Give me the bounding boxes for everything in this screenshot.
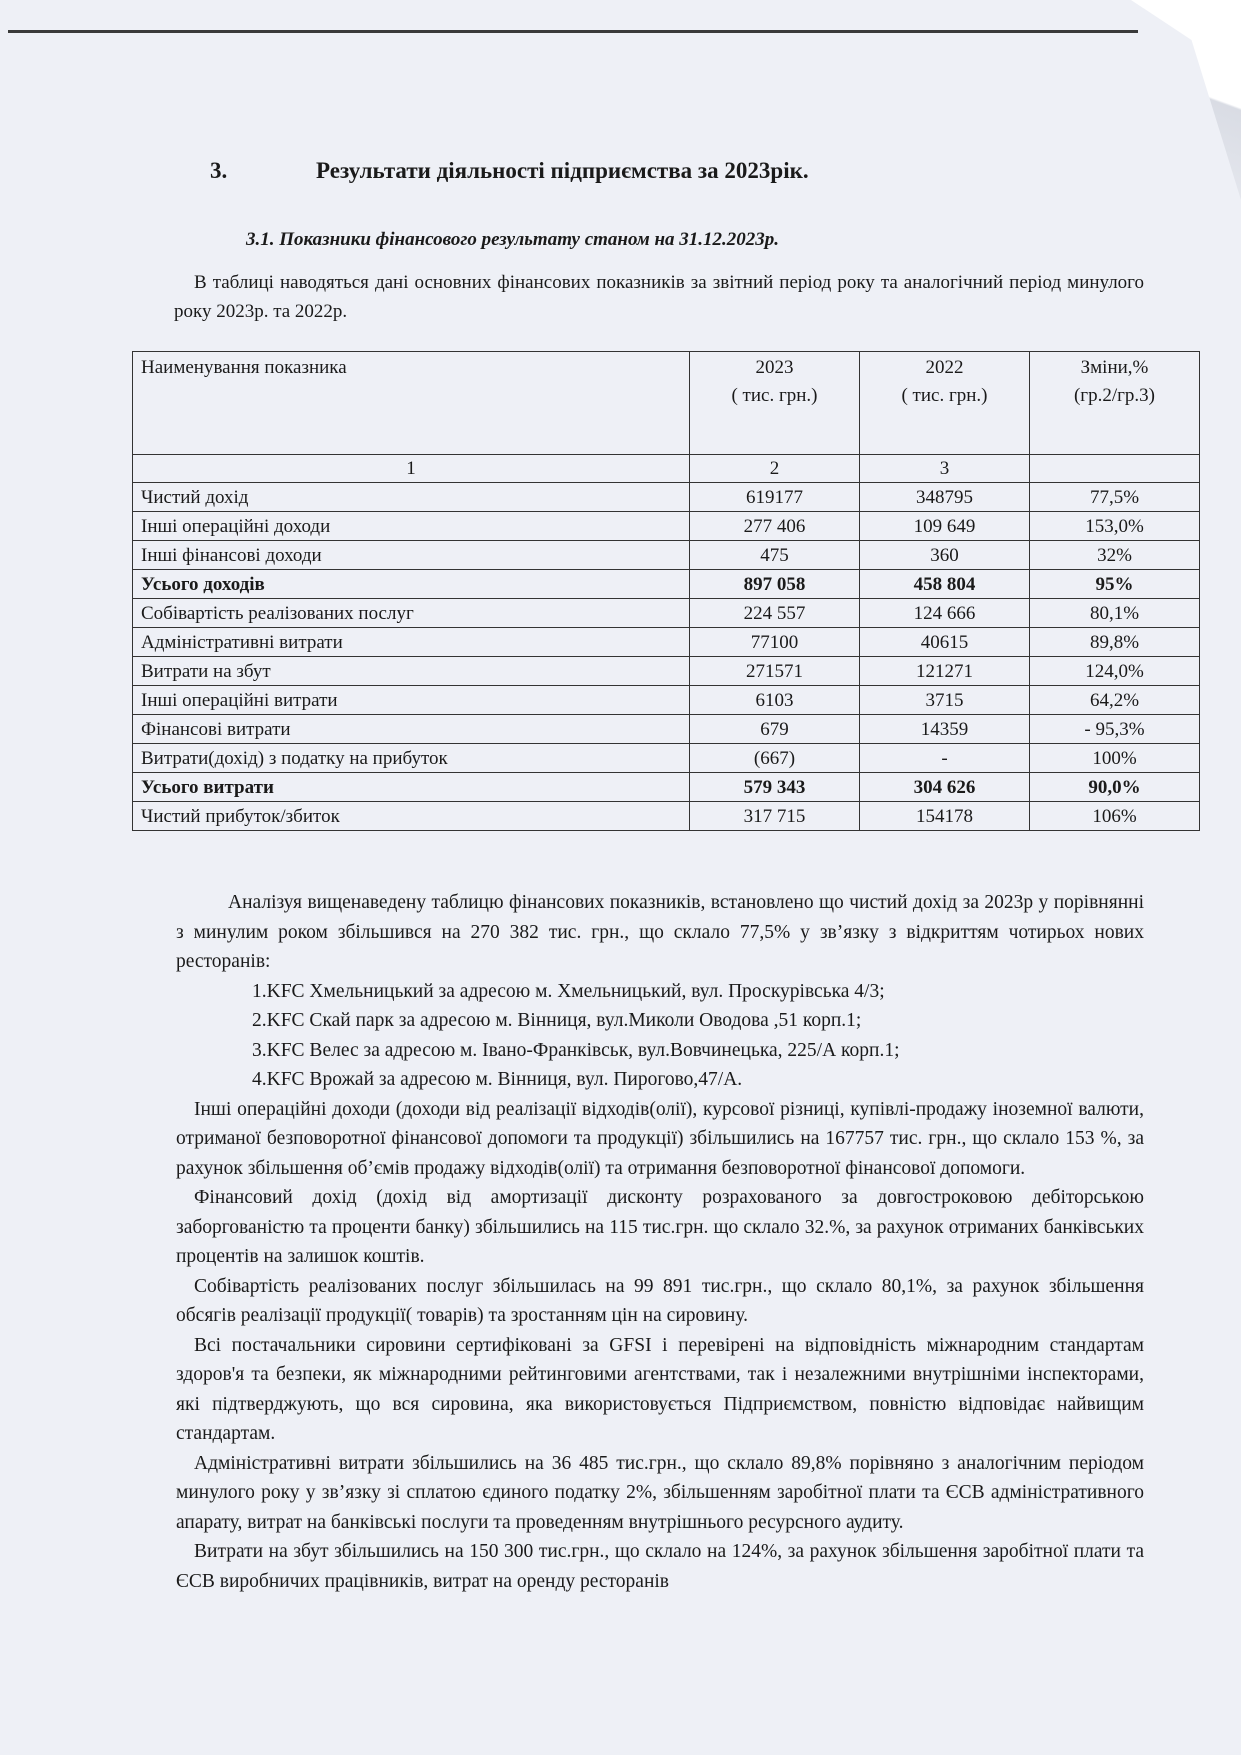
row-value: 271571 [690,657,860,686]
row-value: 348795 [860,483,1030,512]
row-value: 619177 [690,483,860,512]
row-label: Фінансові витрати [133,715,690,744]
table-row [133,599,1200,628]
row-value: (667) [690,744,860,773]
table-row [133,657,1200,686]
list-item: 3.KFC Велес за адресою м. Івано-Франківськ, вул.Вовчинецька, 225/А корп.1; [252,1039,900,1061]
row-value: 317 715 [690,802,860,831]
row-label: Чистий прибуток/збиток [133,802,690,831]
section-number: 3. [210,158,228,183]
row-value: 304 626 [860,773,1030,802]
table-row [133,483,1200,512]
table-row [133,628,1200,657]
table-row [133,773,1200,802]
row-value: 121271 [860,657,1030,686]
row-value: 153,0% [1030,512,1200,541]
header-2022: 2022 ( тис. грн.) [860,352,1030,455]
row-value: 14359 [860,715,1030,744]
index-cell: 2 [690,455,860,483]
paragraph-other-operating-income: Інші операційні доходи (доходи від реалізації відходів(олії), курсової різниці, купівлі-продажу іноземної валюти, отриманої безповоротної фінансової допомоги та продукції) збільшились на 167757 тис. грн., що склало 153 %, за рахунок збільшення об’ємів продажу відходів(олії) та отримання безповоротної фінансової допомоги. [176,1098,1144,1179]
paragraph-cost-of-services: Собівартість реалізованих послуг збільшилась на 99 891 тис.грн., що склало 80,1%, за рахунок збільшення обсягів реалізації продукції( товарів) та зростанням цін на сировину. [176,1275,1144,1326]
row-value: 80,1% [1030,599,1200,628]
list-item: 4.KFC Врожай за адресою м. Вінниця, вул. Пирогово,47/А. [252,1069,743,1090]
table-row [133,512,1200,541]
row-label: Витрати на збут [133,657,690,686]
table-row [133,744,1200,773]
row-value: 679 [690,715,860,744]
index-cell: 3 [860,455,1030,483]
row-label: Чистий дохід [133,483,690,512]
list-item: 1.KFC Хмельницький за адресою м. Хмельницький, вул. Проскурівська 4/3; [252,980,885,1002]
table-row [133,541,1200,570]
index-cell [1030,455,1200,483]
row-value: 90,0% [1030,773,1200,802]
row-value: 154178 [860,802,1030,831]
row-value: - [860,744,1030,773]
paragraph-financial-income: Фінансовий дохід (дохід від амортизації дисконту розрахованого за довгостроковою дебіторською заборгованістю та проценти банку) збільшились на 115 тис.грн. що склало 32.%, за рахунок отриманих банківських процентів на залишок коштів. [176,1187,1144,1267]
table-row [133,802,1200,831]
section-heading [210,158,809,184]
scan-edge-line [8,30,1138,33]
section-title: Результати діяльності підприємства за 2023рік. [316,158,809,183]
row-value: 124,0% [1030,657,1200,686]
row-label: Усього доходів [133,570,690,599]
row-value: 95% [1030,570,1200,599]
row-label: Інші операційні доходи [133,512,690,541]
row-value: 897 058 [690,570,860,599]
list-item: 2.KFC Скай парк за адресою м. Вінниця, вул.Миколи Оводова ,51 корп.1; [252,1010,862,1031]
row-value: 458 804 [860,570,1030,599]
row-value: 6103 [690,686,860,715]
row-label: Витрати(дохід) з податку на прибуток [133,744,690,773]
row-value: 109 649 [860,512,1030,541]
table-row [133,715,1200,744]
row-value: - 95,3% [1030,715,1200,744]
row-value: 360 [860,541,1030,570]
row-value: 89,8% [1030,628,1200,657]
row-value: 3715 [860,686,1030,715]
paragraph-admin-expenses: Адміністративні витрати збільшились на 36 485 тис.грн., що склало 89,8% порівняно з аналогічним періодом минулого року у зв’язку зі сплатою єдиного податку 2%, збільшенням заробітної плати та ЄСВ адміністративного апарату, витрат на банківські послуги та проведенням внутрішнього ресурсного аудиту. [176,1452,1144,1533]
financial-table [132,351,1200,831]
paragraph-selling-expenses: Витрати на збут збільшились на 150 300 тис.грн., що склало на 124%, за рахунок збільшення заробітної плати та ЄСВ виробничих працівників, витрат на оренду ресторанів [176,1541,1144,1592]
analysis-text [176,888,1144,1596]
table-index-row [133,455,1200,483]
table-row [133,686,1200,715]
row-value: 100% [1030,744,1200,773]
row-value: 277 406 [690,512,860,541]
header-change: Зміни,% (гр.2/гр.3) [1030,352,1200,455]
intro-paragraph: В таблиці наводяться дані основних фінансових показників за звітний період року та аналогічний період минулого року 2023р. та 2022р. [174,272,1144,322]
row-value: 64,2% [1030,686,1200,715]
row-value: 77100 [690,628,860,657]
paragraph-net-income: Аналізуя вищенаведену таблицю фінансових показників, встановлено що чистий дохід за 2023р у порівнянні з минулим роком збільшився на 270 382 тис. грн., що склало 77,5% у зв’язку з відкриттям чотирьох нових ресторанів: [176,892,1144,972]
row-value: 475 [690,541,860,570]
subsection-heading: 3.1. Показники фінансового результату станом на 31.12.2023р. [246,229,780,250]
index-cell: 1 [133,455,690,483]
row-label: Собівартість реалізованих послуг [133,599,690,628]
row-label: Усього витрати [133,773,690,802]
table-header-row [133,352,1200,455]
header-2023: 2023 ( тис. грн.) [690,352,860,455]
row-value: 32% [1030,541,1200,570]
row-value: 40615 [860,628,1030,657]
paragraph-suppliers: Всі постачальники сировини сертифіковані за GFSI і перевірені на відповідність міжнародним стандартам здоров'я та безпеки, як міжнародними рейтинговими агентствами, так і незалежними внутрішніми інспекторами, які підтверджують, що вся сировина, яка використовується Підприємством, повністю відповідає найвищим стандартам. [176,1334,1144,1444]
row-value: 77,5% [1030,483,1200,512]
row-value: 224 557 [690,599,860,628]
header-indicator: Наименування показника [133,352,690,455]
table-row [133,570,1200,599]
row-value: 579 343 [690,773,860,802]
row-label: Адміністративні витрати [133,628,690,657]
folded-corner [1131,0,1241,200]
row-label: Інші операційні витрати [133,686,690,715]
row-value: 124 666 [860,599,1030,628]
row-value: 106% [1030,802,1200,831]
row-label: Інші фінансові доходи [133,541,690,570]
